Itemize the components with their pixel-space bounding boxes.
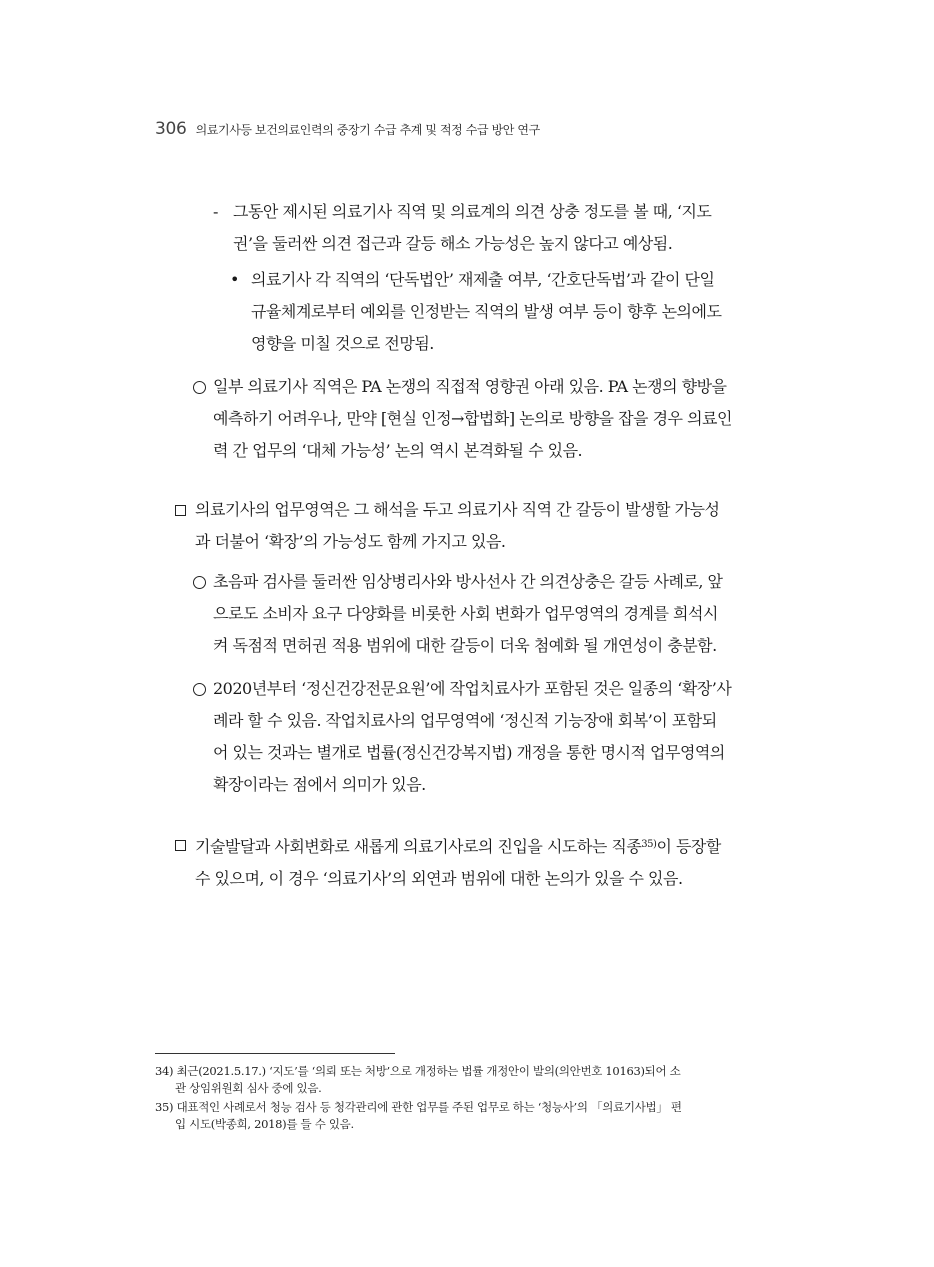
dash-item-text	[233, 196, 781, 260]
bullet-marker: •	[230, 270, 240, 289]
square-marker-icon	[175, 840, 186, 851]
square-item-2-text	[195, 829, 781, 895]
circle-item-3-text	[213, 673, 781, 801]
footnote-35	[155, 1099, 682, 1133]
text-line: 영향을 미칠 것으로 전망됨.	[251, 334, 434, 353]
footnote-number: 35)	[155, 1100, 174, 1114]
footnote-divider	[155, 1053, 395, 1054]
text-line: 일부 의료기사 직역은 PA 논쟁의 직접적 영향권 아래 있음. PA 논쟁의 향방을	[213, 377, 727, 396]
text-line: 력 간 업무의 ‘대체 가능성’ 논의 역시 본격화될 수 있음.	[213, 441, 583, 460]
text-line: 2020년부터 ‘정신건강전문요원’에 작업치료사가 포함된 것은 일종의 ‘확장’사	[213, 679, 732, 698]
text-segment: 이 등장할	[656, 837, 721, 856]
square-item-1-text	[195, 494, 781, 558]
text-line: 예측하기 어려우나, 만약 [현실 인정→합법화] 논의로 방향을 잡을 경우 의료인	[213, 409, 732, 428]
circle-marker-icon	[193, 381, 206, 394]
running-header	[155, 119, 540, 139]
text-line: 의료기사의 업무영역은 그 해석을 두고 의료기사 직역 간 갈등이 발생할 가능성	[195, 500, 720, 519]
square-marker-icon	[175, 505, 186, 516]
text-line: 과 더불어 ‘확장’의 가능성도 함께 가지고 있음.	[195, 532, 506, 551]
footnote-line: 대표적인 사례로서 청능 검사 등 청각관리에 관한 업무를 주된 업무로 하는 ‘청능사’의 「의료기사법」 편	[176, 1100, 682, 1114]
footnote-ref-35[interactable]: 35)	[641, 839, 657, 850]
footnote-line: 관 상임위원회 심사 중에 있음.	[175, 1081, 322, 1095]
circle-marker-icon	[193, 576, 206, 589]
text-line: 확장이라는 점에서 의미가 있음.	[213, 775, 426, 794]
text-line	[195, 829, 781, 863]
footnote-line: 입 시도(박종희, 2018)를 들 수 있음.	[175, 1117, 354, 1131]
running-title: 의료기사등 보건의료인력의 중장기 수급 추계 및 적정 수급 방안 연구	[195, 123, 540, 137]
text-line: 켜 독점적 면허권 적용 범위에 대한 갈등이 더욱 첨예화 될 개연성이 충분함.	[213, 636, 717, 655]
text-line: 그동안 제시된 의료기사 직역 및 의료계의 의견 상충 정도를 볼 때, ‘지도	[233, 202, 712, 221]
text-segment: 기술발달과 사회변화로 새롭게 의료기사로의 진입을 시도하는 직종	[195, 837, 642, 856]
footnote-number: 34)	[155, 1064, 174, 1078]
footnote-34	[155, 1063, 680, 1097]
dash-marker: -	[213, 202, 219, 221]
text-line: 권’을 둘러싼 의견 접근과 갈등 해소 가능성은 높지 않다고 예상됨.	[233, 234, 673, 253]
text-line: 어 있는 것과는 별개로 법률(정신건강복지법) 개정을 통한 명시적 업무영역의	[213, 743, 725, 762]
circle-item-1-text	[213, 371, 781, 467]
text-line: 례라 할 수 있음. 작업치료사의 업무영역에 ‘정신적 기능장애 회복’이 포함되	[213, 711, 717, 730]
circle-marker-icon	[193, 683, 206, 696]
bullet-item-text	[251, 264, 781, 360]
footnote-line: 최근(2021.5.17.) ‘지도’를 ‘의뢰 또는 처방’으로 개정하는 법률 개정안이 발의(의안번호 10163)되어 소	[176, 1064, 681, 1078]
text-line: 초음파 검사를 둘러싼 임상병리사와 방사선사 간 의견상충은 갈등 사례로, 앞	[213, 572, 723, 591]
text-line: 의료기사 각 직역의 ‘단독법안’ 재제출 여부, ‘간호단독법’과 같이 단일	[251, 270, 715, 289]
text-line: 규율체계로부터 예외를 인정받는 직역의 발생 여부 등이 향후 논의에도	[251, 302, 722, 321]
page-number: 306	[155, 119, 187, 139]
circle-item-2-text	[213, 566, 781, 662]
text-line: 으로도 소비자 요구 다양화를 비롯한 사회 변화가 업무영역의 경계를 희석시	[213, 604, 718, 623]
text-line: 수 있으며, 이 경우 ‘의료기사’의 외연과 범위에 대한 논의가 있을 수 있음.	[195, 869, 683, 888]
